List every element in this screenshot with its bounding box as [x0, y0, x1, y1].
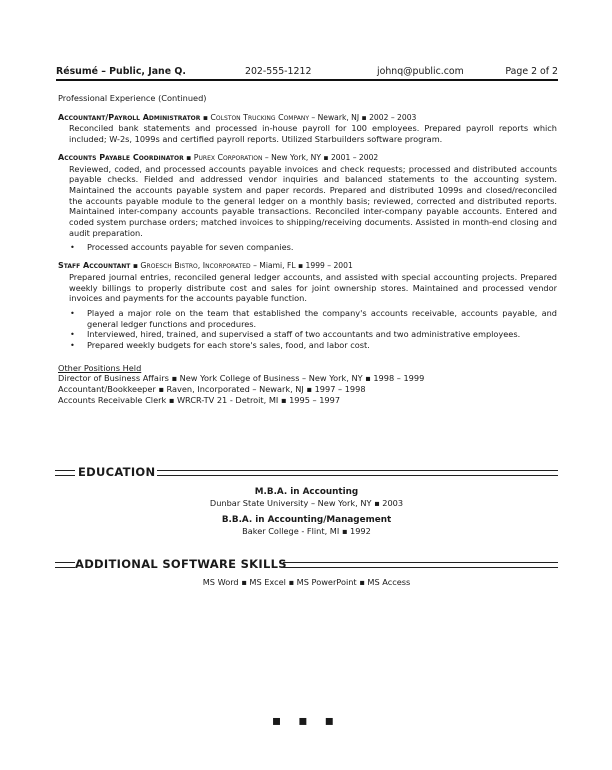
other-position: Accountant/Bookkeeper ▪ Raven, Incorporated – Newark, NJ ▪ 1997 – 1998 — [58, 384, 366, 395]
list-item — [58, 329, 557, 340]
bullet-text: Played a major role on the team that established the company's accounts receivable, accounts payable, and general ledger functions and procedures. — [87, 307, 557, 329]
job-title-line — [58, 153, 557, 164]
header-page-number: Page 2 of 2 — [505, 66, 558, 77]
bullet-text: Interviewed, hired, trained, and supervised a staff of two accountants and two administrative employees. — [87, 329, 521, 340]
heading-rule-right — [157, 470, 558, 476]
job-title: Accounts Payable Coordinator — [58, 152, 184, 162]
heading-rule-left — [55, 470, 75, 476]
bullet-text: Processed accounts payable for seven companies. — [87, 242, 294, 253]
job-company: Colston Trucking Company — [210, 112, 309, 122]
experience-section-label: Professional Experience (Continued) — [58, 93, 207, 103]
page-header — [56, 66, 558, 80]
job-details: – New York, NY ▪ 2001 – 2002 — [264, 152, 379, 162]
job-separator: ▪ — [186, 152, 192, 162]
job-company: Groesch Bistro, Incorporated — [140, 261, 251, 271]
degree-school: Dunbar State University – New York, NY ▪ 2003 — [209, 498, 404, 508]
page-continuation-dots: ▪ ▪ ▪ — [271, 713, 341, 729]
list-item — [58, 242, 557, 253]
job-company: Purex Corporation — [193, 152, 263, 162]
degree-title: M.B.A. in Accounting — [254, 487, 359, 497]
other-position: Accounts Receivable Clerk ▪ WRCR-TV 21 - Detroit, MI ▪ 1995 – 1997 — [58, 394, 341, 405]
bullet-icon: • — [70, 340, 75, 351]
heading-rule-left — [55, 562, 75, 568]
job-entry — [58, 113, 557, 145]
bullet-icon: • — [70, 329, 75, 340]
job-bullets — [58, 308, 557, 351]
bullet-text: Prepared weekly budgets for each store's sales, food, and labor cost. — [87, 340, 370, 351]
list-item — [58, 308, 557, 329]
header-phone: 202-555-1212 — [245, 66, 312, 77]
job-details: – Miami, FL ▪ 1999 – 2001 — [253, 261, 353, 271]
other-positions-heading: Other Positions Held — [58, 362, 142, 373]
other-position: Director of Business Affairs ▪ New York College of Business – New York, NY ▪ 1998 – 1999 — [58, 373, 425, 384]
job-title: Accountant/Payroll Administrator — [58, 112, 201, 122]
job-entry — [58, 261, 557, 351]
job-description: Reconciled bank statements and processed in-house payroll for 100 employees. Prepared payroll reports which included; W-2s, 1099s and certified payroll reports. Utilized Starbuilders software program. — [69, 123, 557, 145]
job-entry — [58, 153, 557, 253]
degree-school: Baker College - Flint, MI ▪ 1992 — [242, 526, 371, 536]
job-separator: ▪ — [202, 112, 208, 122]
education-list — [55, 487, 558, 537]
job-bullets — [58, 242, 557, 253]
job-separator: ▪ — [132, 261, 138, 271]
header-rule — [56, 79, 558, 81]
job-description: Reviewed, coded, and processed accounts payable invoices and check requests; processed and distributed accounts payable checks. Fielded and addressed vendor inquiries and balanced statements to the accounting system. Maintained the accounts payable system and paper records. Prepared and distributed 1099s and closed/reconciled the accounts payable module to the general ledger on a monthly basis; reviewed, corrected and distributed reports. Maintained inter-company accounts payable transactions. Reconciled inter-company payable accounts. Entered and coded system purchase orders; matched invoices to shipping/receiving documents. Assisted in month-end closing and audit preparation. — [69, 163, 557, 238]
list-item — [58, 340, 557, 351]
job-title-line — [58, 261, 557, 272]
skills-title: ADDITIONAL SOFTWARE SKILLS — [75, 557, 287, 571]
header-name: Résumé – Public, Jane Q. — [56, 66, 186, 77]
header-email: johnq@public.com — [377, 66, 464, 77]
degree-title: B.B.A. in Accounting/Management — [221, 515, 392, 525]
bullet-icon: • — [70, 307, 75, 318]
job-title-line — [58, 113, 557, 124]
education-title: EDUCATION — [78, 465, 156, 479]
heading-rule-right — [283, 562, 558, 568]
skills-list: MS Word ▪ MS Excel ▪ MS PowerPoint ▪ MS Access — [202, 577, 411, 587]
job-description: Prepared journal entries, reconciled general ledger accounts, and assisted with special accounting projects. Prepared weekly billings to properly distribute cost and sales for joint ownership stores. Maintained and processed vendor invoices and payments for the accounts payable function. — [69, 271, 557, 304]
experience-section — [58, 93, 557, 406]
job-details: – Newark, NJ ▪ 2002 – 2003 — [311, 112, 417, 122]
skills-heading — [55, 558, 558, 572]
education-heading — [55, 466, 558, 480]
bullet-icon: • — [70, 242, 75, 253]
job-title: Staff Accountant — [58, 261, 131, 271]
